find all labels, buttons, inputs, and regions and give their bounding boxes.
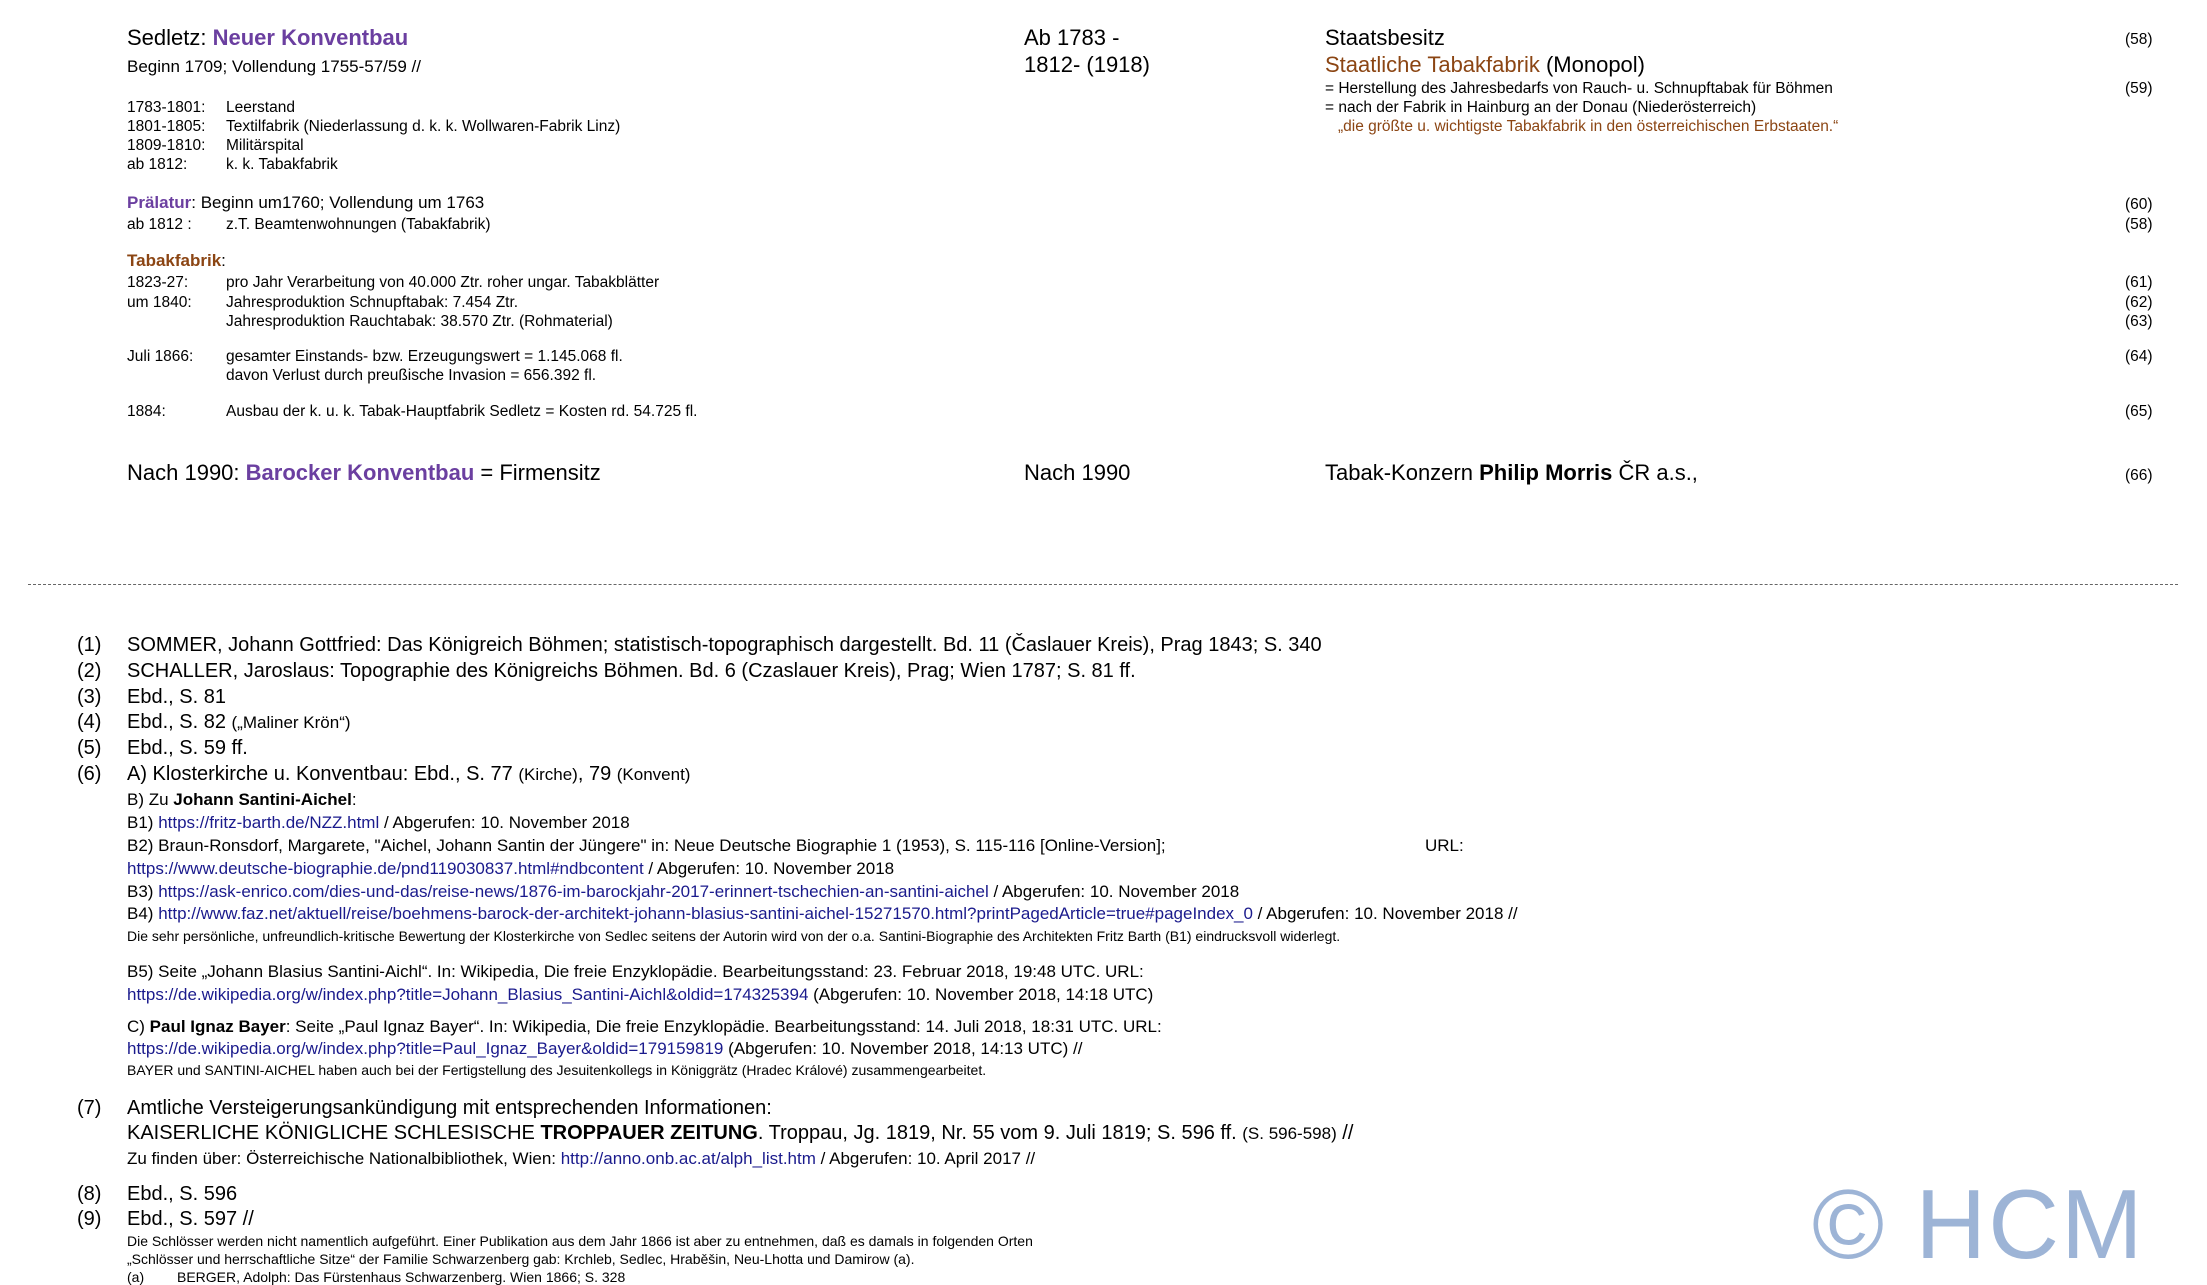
footnote-source <box>127 1149 1035 1169</box>
footnote-sub-number: (a) <box>127 1269 145 1285</box>
source-link[interactable]: http://www.faz.net/aktuell/reise/boehmens-barock-der-architekt-johann-blasius-santini-aichel-15271570.html?printPagedArticle=true#pageIndex_0 <box>158 904 1253 923</box>
usage-note: = nach der Fabrik in Hainburg an der Donau (Niederösterreich) <box>1325 99 1757 116</box>
ref-number: (62) <box>2125 294 2153 311</box>
footnote-text: SCHALLER, Jaroslaus: Topographie des Königreichs Böhmen. Bd. 6 (Czaslauer Kreis), Prag; Wien 1787; S. 81 ff. <box>127 660 1136 682</box>
tabakfabrik-heading <box>127 251 226 271</box>
newspaper-name: TROPPAUER ZEITUNG <box>540 1122 758 1144</box>
ref-number: (66) <box>2125 467 2153 484</box>
tabak-text: Ausbau der k. u. k. Tabak-Hauptfabrik Sedletz = Kosten rd. 54.725 fl. <box>226 403 698 420</box>
history-date: 1809-1810: <box>127 137 206 154</box>
usage-label <box>1325 52 1645 78</box>
subnote-prefix: B4) <box>127 904 159 923</box>
source-link[interactable]: https://fritz-barth.de/NZZ.html <box>158 813 380 832</box>
praelatur-dates: : Beginn um1760; Vollendung um 1763 <box>191 193 485 212</box>
footnote-text: SOMMER, Johann Gottfried: Das Königreich Böhmen; statistisch-topographisch dargestellt. Bd. 11 (Časlauer Kreis), Prag 1843; S. 340 <box>127 634 1322 656</box>
source-link[interactable]: https://de.wikipedia.org/w/index.php?title=Johann_Blasius_Santini-Aichl&oldid=174325394 <box>127 985 809 1004</box>
praelatur-label: Prälatur <box>127 193 192 212</box>
subnote-b4 <box>127 904 1518 924</box>
tabak-date: 1884: <box>127 403 166 420</box>
tabak-text: davon Verlust durch preußische Invasion = 656.392 fl. <box>226 367 597 384</box>
source-link[interactable]: https://de.wikipedia.org/w/index.php?title=Paul_Ignaz_Bayer&oldid=179159819 <box>127 1039 724 1058</box>
footnote-text: Amtliche Versteigerungsankündigung mit entsprechenden Informationen: <box>127 1097 772 1119</box>
retrieved-date: (Abgerufen: 10. November 2018, 14:18 UTC) <box>808 985 1154 1004</box>
history-text: Leerstand <box>226 99 295 116</box>
subnote-c <box>127 1017 1162 1037</box>
newspaper-prefix: KAISERLICHE KÖNIGLICHE SCHLESISCHE <box>127 1122 541 1144</box>
copyright-watermark: © HCM <box>1812 1169 2145 1279</box>
owner-label <box>1325 460 1698 486</box>
footnote-text <box>127 763 690 786</box>
tabak-date: um 1840: <box>127 294 192 311</box>
retrieved-date: / Abgerufen: 10. November 2018 <box>643 859 895 878</box>
subnote-b5: B5) Seite „Johann Blasius Santini-Aichl“. In: Wikipedia, Die freie Enzyklopädie. Bearbeitungsstand: 23. Februar 2018, 19:48 UTC. URL: <box>127 962 1144 981</box>
subnote-b2-link <box>127 859 894 879</box>
ref-number: (59) <box>2125 80 2153 97</box>
company-suffix: ČR a.s., <box>1612 460 1698 485</box>
history-date: ab 1812 : <box>127 216 192 233</box>
subnote-b5-link <box>127 985 1153 1005</box>
footnote-separator <box>28 584 2178 585</box>
ref-number: (58) <box>2125 216 2153 233</box>
row-nach-1990 <box>127 460 601 486</box>
footnote-text: Ebd., S. 59 ff. <box>127 737 248 759</box>
place-label: Sedletz: <box>127 25 213 50</box>
ref-number: (63) <box>2125 313 2153 330</box>
footnote-text <box>127 711 351 734</box>
owner-label: Staatsbesitz <box>1325 25 1445 50</box>
building-name: Neuer Konventbau <box>212 25 409 50</box>
colon: : <box>221 251 226 270</box>
retrieved-date: / Abgerufen: 10. November 2018 <box>379 813 630 832</box>
subnote-prefix: B3) <box>127 882 159 901</box>
period-prefix: Nach 1990: <box>127 460 246 485</box>
footnote-main: A) Klosterkirche u. Konventbau: Ebd., S. 77 <box>127 763 519 785</box>
usage-text: = Firmensitz <box>474 460 601 485</box>
ref-number: (65) <box>2125 403 2153 420</box>
source-link[interactable]: https://ask-enrico.com/dies-und-das/reise-news/1876-im-barockjahr-2017-erinnert-tschechien-an-santini-aichel <box>158 882 989 901</box>
footnote-number: (7) <box>77 1097 102 1119</box>
subnote-b1 <box>127 813 630 833</box>
source-prefix: Zu finden über: Österreichische Nationalbibliothek, Wien: <box>127 1149 561 1168</box>
building-name: Barocker Konventbau <box>245 460 475 485</box>
source-link[interactable]: http://anno.onb.ac.at/alph_list.htm <box>560 1149 816 1168</box>
tabak-date: 1823-27: <box>127 274 189 291</box>
retrieved-date: / Abgerufen: 10. November 2018 // <box>1252 904 1518 923</box>
factory-name: Staatliche Tabakfabrik <box>1325 52 1540 77</box>
footnote-number: (1) <box>77 634 102 656</box>
subnote-c-link <box>127 1039 1082 1059</box>
footnote-number: (4) <box>77 711 102 733</box>
praelatur-row <box>127 193 484 213</box>
footnote-note: („Maliner Krön“) <box>231 713 351 732</box>
ref-number: (58) <box>2125 31 2153 48</box>
period-label: 1812- (1918) <box>1024 52 1150 77</box>
ref-number: (60) <box>2125 196 2153 213</box>
footnote-number: (9) <box>77 1208 102 1230</box>
footnote-text <box>127 1122 1353 1145</box>
history-text: k. k. Tabakfabrik <box>226 156 338 173</box>
footnote-number: (6) <box>77 763 102 785</box>
retrieved-date: / Abgerufen: 10. April 2017 // <box>815 1149 1036 1168</box>
history-date: 1801-1805: <box>127 118 206 135</box>
footnote-main: Ebd., S. 82 <box>127 711 232 733</box>
page-range: (S. 596-598) <box>1242 1124 1337 1143</box>
subnote-prefix: C) <box>127 1017 150 1036</box>
footnote-comment: „Schlösser und herrschaftliche Sitze“ der Familie Schwarzenberg gab: Krchleb, Sedlec, Hraběšin, Neu-Lhotta und Damirow (a). <box>127 1251 915 1267</box>
history-text: Textilfabrik (Niederlassung d. k. k. Wollwaren-Fabrik Linz) <box>226 118 621 135</box>
footnote-text: Ebd., S. 81 <box>127 686 226 708</box>
usage-note: = Herstellung des Jahresbedarfs von Rauch- u. Schnupftabak für Böhmen <box>1325 80 1833 97</box>
subnote-prefix: B) Zu <box>127 790 174 809</box>
ref-number: (61) <box>2125 274 2153 291</box>
newspaper-details: . Troppau, Jg. 1819, Nr. 55 vom 9. Juli 1819; S. 596 ff. <box>757 1122 1243 1144</box>
footnote-number: (5) <box>77 737 102 759</box>
footnote-number: (8) <box>77 1183 102 1205</box>
footnote-text: Ebd., S. 596 <box>127 1183 238 1205</box>
subnote-prefix: B1) <box>127 813 159 832</box>
source-link[interactable]: https://www.deutsche-biographie.de/pnd119030837.html#ndbcontent <box>127 859 644 878</box>
tabak-text: gesamter Einstands- bzw. Erzeugungswert = 1.145.068 fl. <box>226 348 623 365</box>
history-date: ab 1812: <box>127 156 188 173</box>
company-name: Philip Morris <box>1479 460 1613 485</box>
period-label: Nach 1990 <box>1024 460 1131 485</box>
tabak-text: pro Jahr Verarbeitung von 40.000 Ztr. roher ungar. Tabakblätter <box>226 274 660 291</box>
history-text: Militärspital <box>226 137 304 154</box>
history-date: 1783-1801: <box>127 99 206 116</box>
tabak-text: Jahresproduktion Rauchtabak: 38.570 Ztr. (Rohmaterial) <box>226 313 613 330</box>
quote: „die größte u. wichtigste Tabakfabrik in den österreichischen Erbstaaten.“ <box>1338 118 1839 135</box>
history-text: z.T. Beamtenwohnungen (Tabakfabrik) <box>226 216 491 233</box>
footnote-number: (2) <box>77 660 102 682</box>
retrieved-date: (Abgerufen: 10. November 2018, 14:13 UTC) // <box>723 1039 1083 1058</box>
subnote-b2: B2) Braun-Ronsdorf, Margarete, "Aichel, Johann Santin der Jüngere" in: Neue Deutsche Biographie 1 (1953), S. 115-116 [Online-Version]; <box>127 836 1166 855</box>
tabakfabrik-label: Tabakfabrik <box>127 251 222 270</box>
row-sedletz <box>127 25 408 51</box>
subnote-b4-comment: Die sehr persönliche, unfreundlich-kritische Bewertung der Klosterkirche von Sedlec seitens der Autorin wird von der o.a. Santini-Biographie des Architekten Fritz Barth (B1) eindrucksvoll widerlegt. <box>127 928 1341 944</box>
monopol-text: (Monopol) <box>1539 52 1645 77</box>
url-label: URL: <box>1425 836 1464 855</box>
tabak-date: Juli 1866: <box>127 348 194 365</box>
subnote-b-heading <box>127 790 357 810</box>
architect-name: Paul Ignaz Bayer <box>149 1017 286 1036</box>
footnote-comment: Die Schlösser werden nicht namentlich aufgeführt. Einer Publikation aus dem Jahr 1866 ist aber zu entnehmen, daß es damals in folgenden Orten <box>127 1233 1033 1249</box>
footnote-text: Ebd., S. 597 // <box>127 1208 254 1230</box>
footnote-main: , 79 <box>577 763 617 785</box>
slashes: // <box>1336 1122 1354 1144</box>
ref-number: (64) <box>2125 348 2153 365</box>
subnote-b3 <box>127 882 1239 902</box>
footnote-note: (Kirche) <box>518 765 578 784</box>
owner-prefix: Tabak-Konzern <box>1325 460 1480 485</box>
construction-dates: Beginn 1709; Vollendung 1755-57/59 // <box>127 57 421 76</box>
tabak-text: Jahresproduktion Schnupftabak: 7.454 Ztr. <box>226 294 519 311</box>
retrieved-date: / Abgerufen: 10. November 2018 <box>988 882 1240 901</box>
colon: : <box>351 790 357 809</box>
footnote-sub-text: BERGER, Adolph: Das Fürstenhaus Schwarzenberg. Wien 1866; S. 328 <box>177 1269 626 1285</box>
subnote-text: : Seite „Paul Ignaz Bayer“. In: Wikipedia, Die freie Enzyklopädie. Bearbeitungsstand: 14. Juli 2018, 18:31 UTC. URL: <box>285 1017 1162 1036</box>
period-label: Ab 1783 - <box>1024 25 1120 50</box>
architect-name: Johann Santini-Aichel <box>173 790 352 809</box>
footnote-note: (Konvent) <box>616 765 691 784</box>
footnote-number: (3) <box>77 686 102 708</box>
subnote-c-comment: BAYER und SANTINI-AICHEL haben auch bei der Fertigstellung des Jesuitenkollegs in Königgrätz (Hradec Králové) zusammengearbeitet. <box>127 1062 987 1078</box>
